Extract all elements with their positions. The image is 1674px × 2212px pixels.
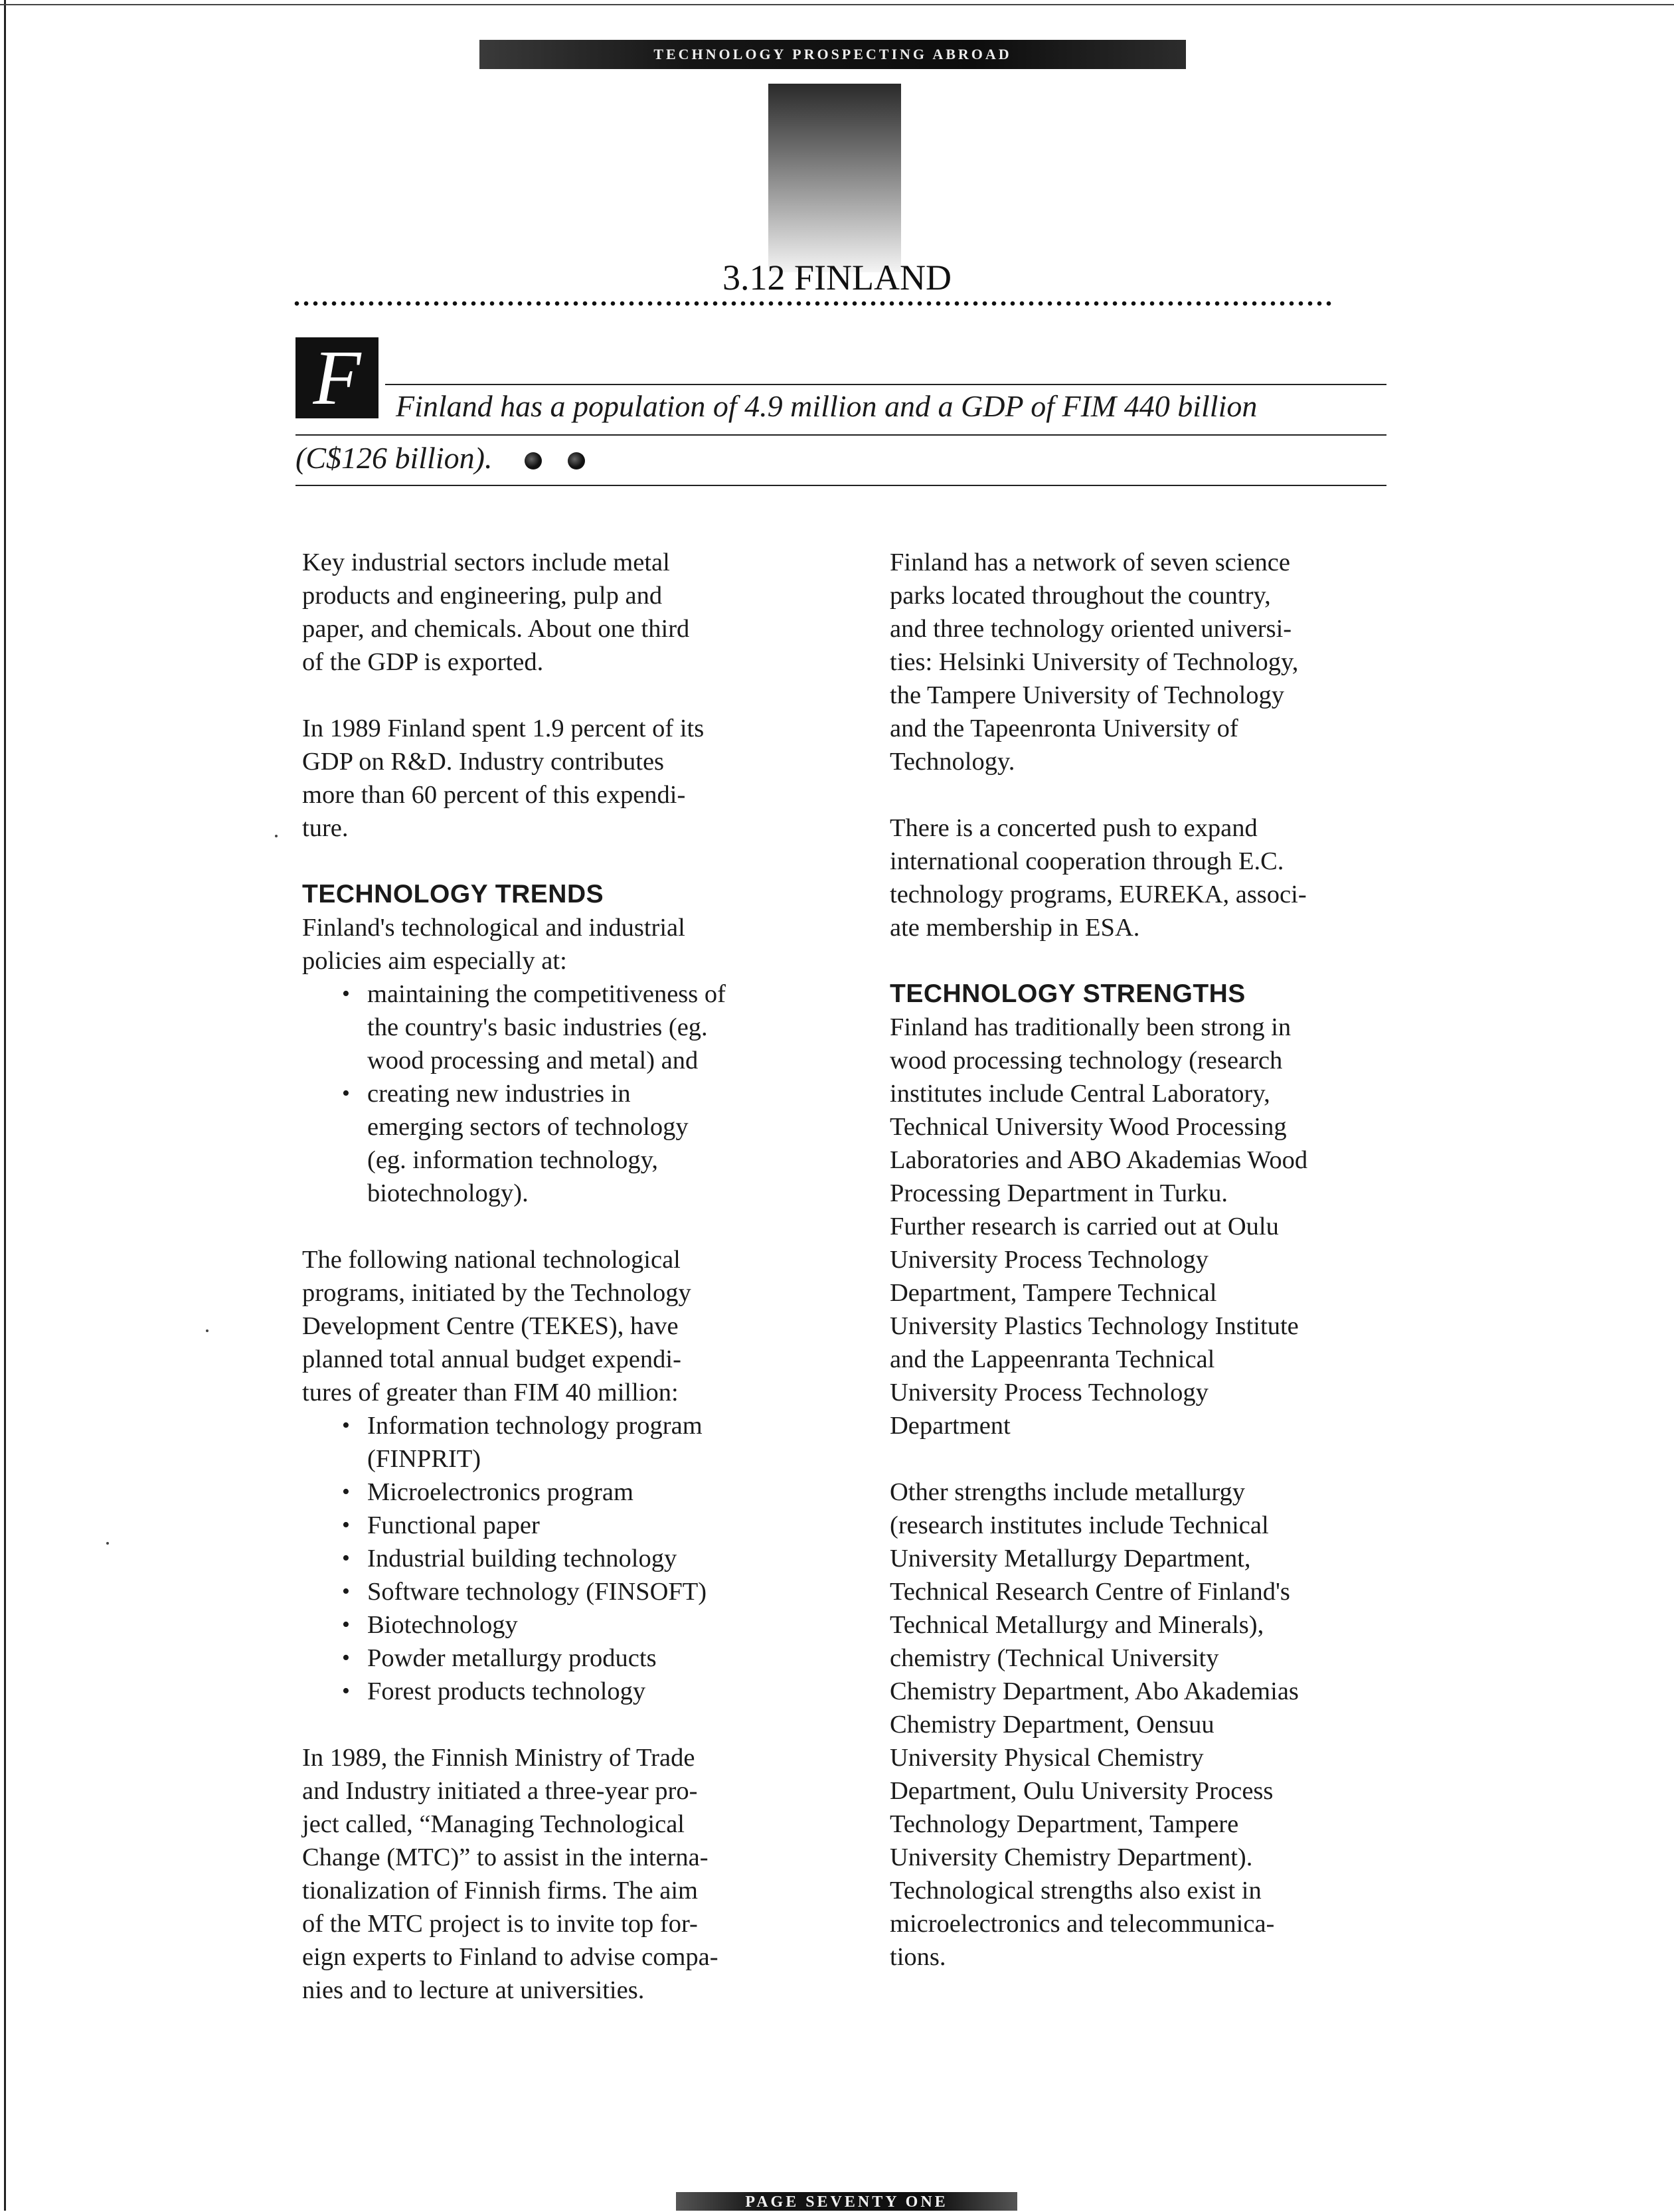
intro-rule-top: [385, 384, 1386, 385]
programs-list: [302, 1409, 794, 1708]
intro-rule-bottom: [295, 485, 1386, 486]
bullet-dot-1: [525, 452, 542, 469]
list-item: • Forest products technology: [302, 1675, 794, 1708]
list-item: • Software technology (FINSOFT): [302, 1575, 794, 1608]
running-header: TECHNOLOGY PROSPECTING ABROAD: [479, 40, 1186, 69]
sectors-paragraph: Key industrial sectors include metal products and engineering, pulp and paper, and chemicals. About one third of the GDP is exported.: [302, 549, 690, 676]
page-left-edge: [4, 0, 6, 2211]
wood-processing-paragraph: Finland has traditionally been strong in wood processing technology (research institutes include Central Laboratory, Technical University Wood Processing Laboratories and ABO Akademias Wood Processing Department in Turku. Further research is carried out at Oulu University Process Technology Department, Tampere Technical University Plastics Technology Institute and the Lappeenranta Technical University Process Technology Department: [890, 1013, 1308, 1440]
intro-line-1: Finland has a population of 4.9 million and a GDP of FIM 440 billion: [396, 389, 1258, 423]
scan-speck: [106, 1542, 109, 1545]
list-item: • Biotechnology: [302, 1608, 794, 1642]
bullet-dot-2: [568, 452, 585, 469]
section-title: 3.12 FINLAND: [722, 258, 952, 298]
list-item: • Powder metallurgy products: [302, 1642, 794, 1675]
technology-strengths-heading: TECHNOLOGY STRENGTHS: [890, 979, 1246, 1008]
list-item: • Information technology program (FINPRIT): [302, 1409, 794, 1476]
intro-rule-middle: [295, 434, 1386, 436]
header-gradient-block: [768, 84, 901, 272]
left-column: [302, 546, 794, 2040]
page-number-footer: PAGE SEVENTY ONE: [676, 2192, 1017, 2211]
list-item: • creating new industries in emerging sectors of technology (eg. information technology, biotechnology).: [302, 1077, 794, 1210]
list-item: • Industrial building technology: [302, 1542, 794, 1575]
intro-line-2: (C$126 billion).: [295, 441, 493, 475]
dotted-divider: [292, 300, 1333, 307]
scan-speck: [206, 1329, 209, 1332]
mtc-paragraph: In 1989, the Finnish Ministry of Trade and Industry initiated a three-year pro- ject called, “Managing Technological Change (MTC)” to assist in the interna- tionalization of Finnish firms. The aim of the MTC project is to invite top for- eign experts to Finland to advise compa- nies and to lecture at universities.: [302, 1744, 718, 2004]
other-strengths-paragraph: Other strengths include metallurgy (research institutes include Technical University Metallurgy Department, Technical Research Centre of Finland's Technical Metallurgy and Minerals), chemistry (Technical University Chemistry Department, Abo Akademias Chemistry Department, Oensuu University Physical Chemistry Department, Oulu University Process Technology Department, Tampere University Chemistry Department). Technological strengths also exist in microelectronics and telecommunica- tions.: [890, 1478, 1299, 1971]
rnd-paragraph: In 1989 Finland spent 1.9 percent of its GDP on R&D. Industry contributes more than 60 percent of this expendi- ture.: [302, 715, 705, 842]
page-top-edge: [0, 4, 1674, 5]
scan-speck: [275, 835, 278, 837]
list-item: • maintaining the competitiveness of the country's basic industries (eg. wood processing and metal) and: [302, 978, 794, 1077]
trends-intro: Finland's technological and industrial policies aim especially at:: [302, 914, 685, 975]
right-column: [890, 546, 1408, 2007]
science-parks-paragraph: Finland has a network of seven science parks located throughout the country, and three technology oriented universi- ties: Helsinki University of Technology, the Tampere University of Technology and the Tapeenronta University of Technology.: [890, 549, 1299, 776]
list-item: • Microelectronics program: [302, 1476, 794, 1509]
list-item: • Functional paper: [302, 1509, 794, 1542]
cooperation-paragraph: There is a concerted push to expand international cooperation through E.C. technology programs, EUREKA, associ- ate membership in ESA.: [890, 814, 1307, 942]
technology-trends-heading: TECHNOLOGY TRENDS: [302, 880, 604, 908]
trends-list: [302, 978, 794, 1210]
drop-cap: F: [295, 337, 378, 418]
programs-intro: The following national technological programs, initiated by the Technology Development Centre (TEKES), have planned total annual budget expendi- tures of greater than FIM 40 million:: [302, 1246, 691, 1406]
